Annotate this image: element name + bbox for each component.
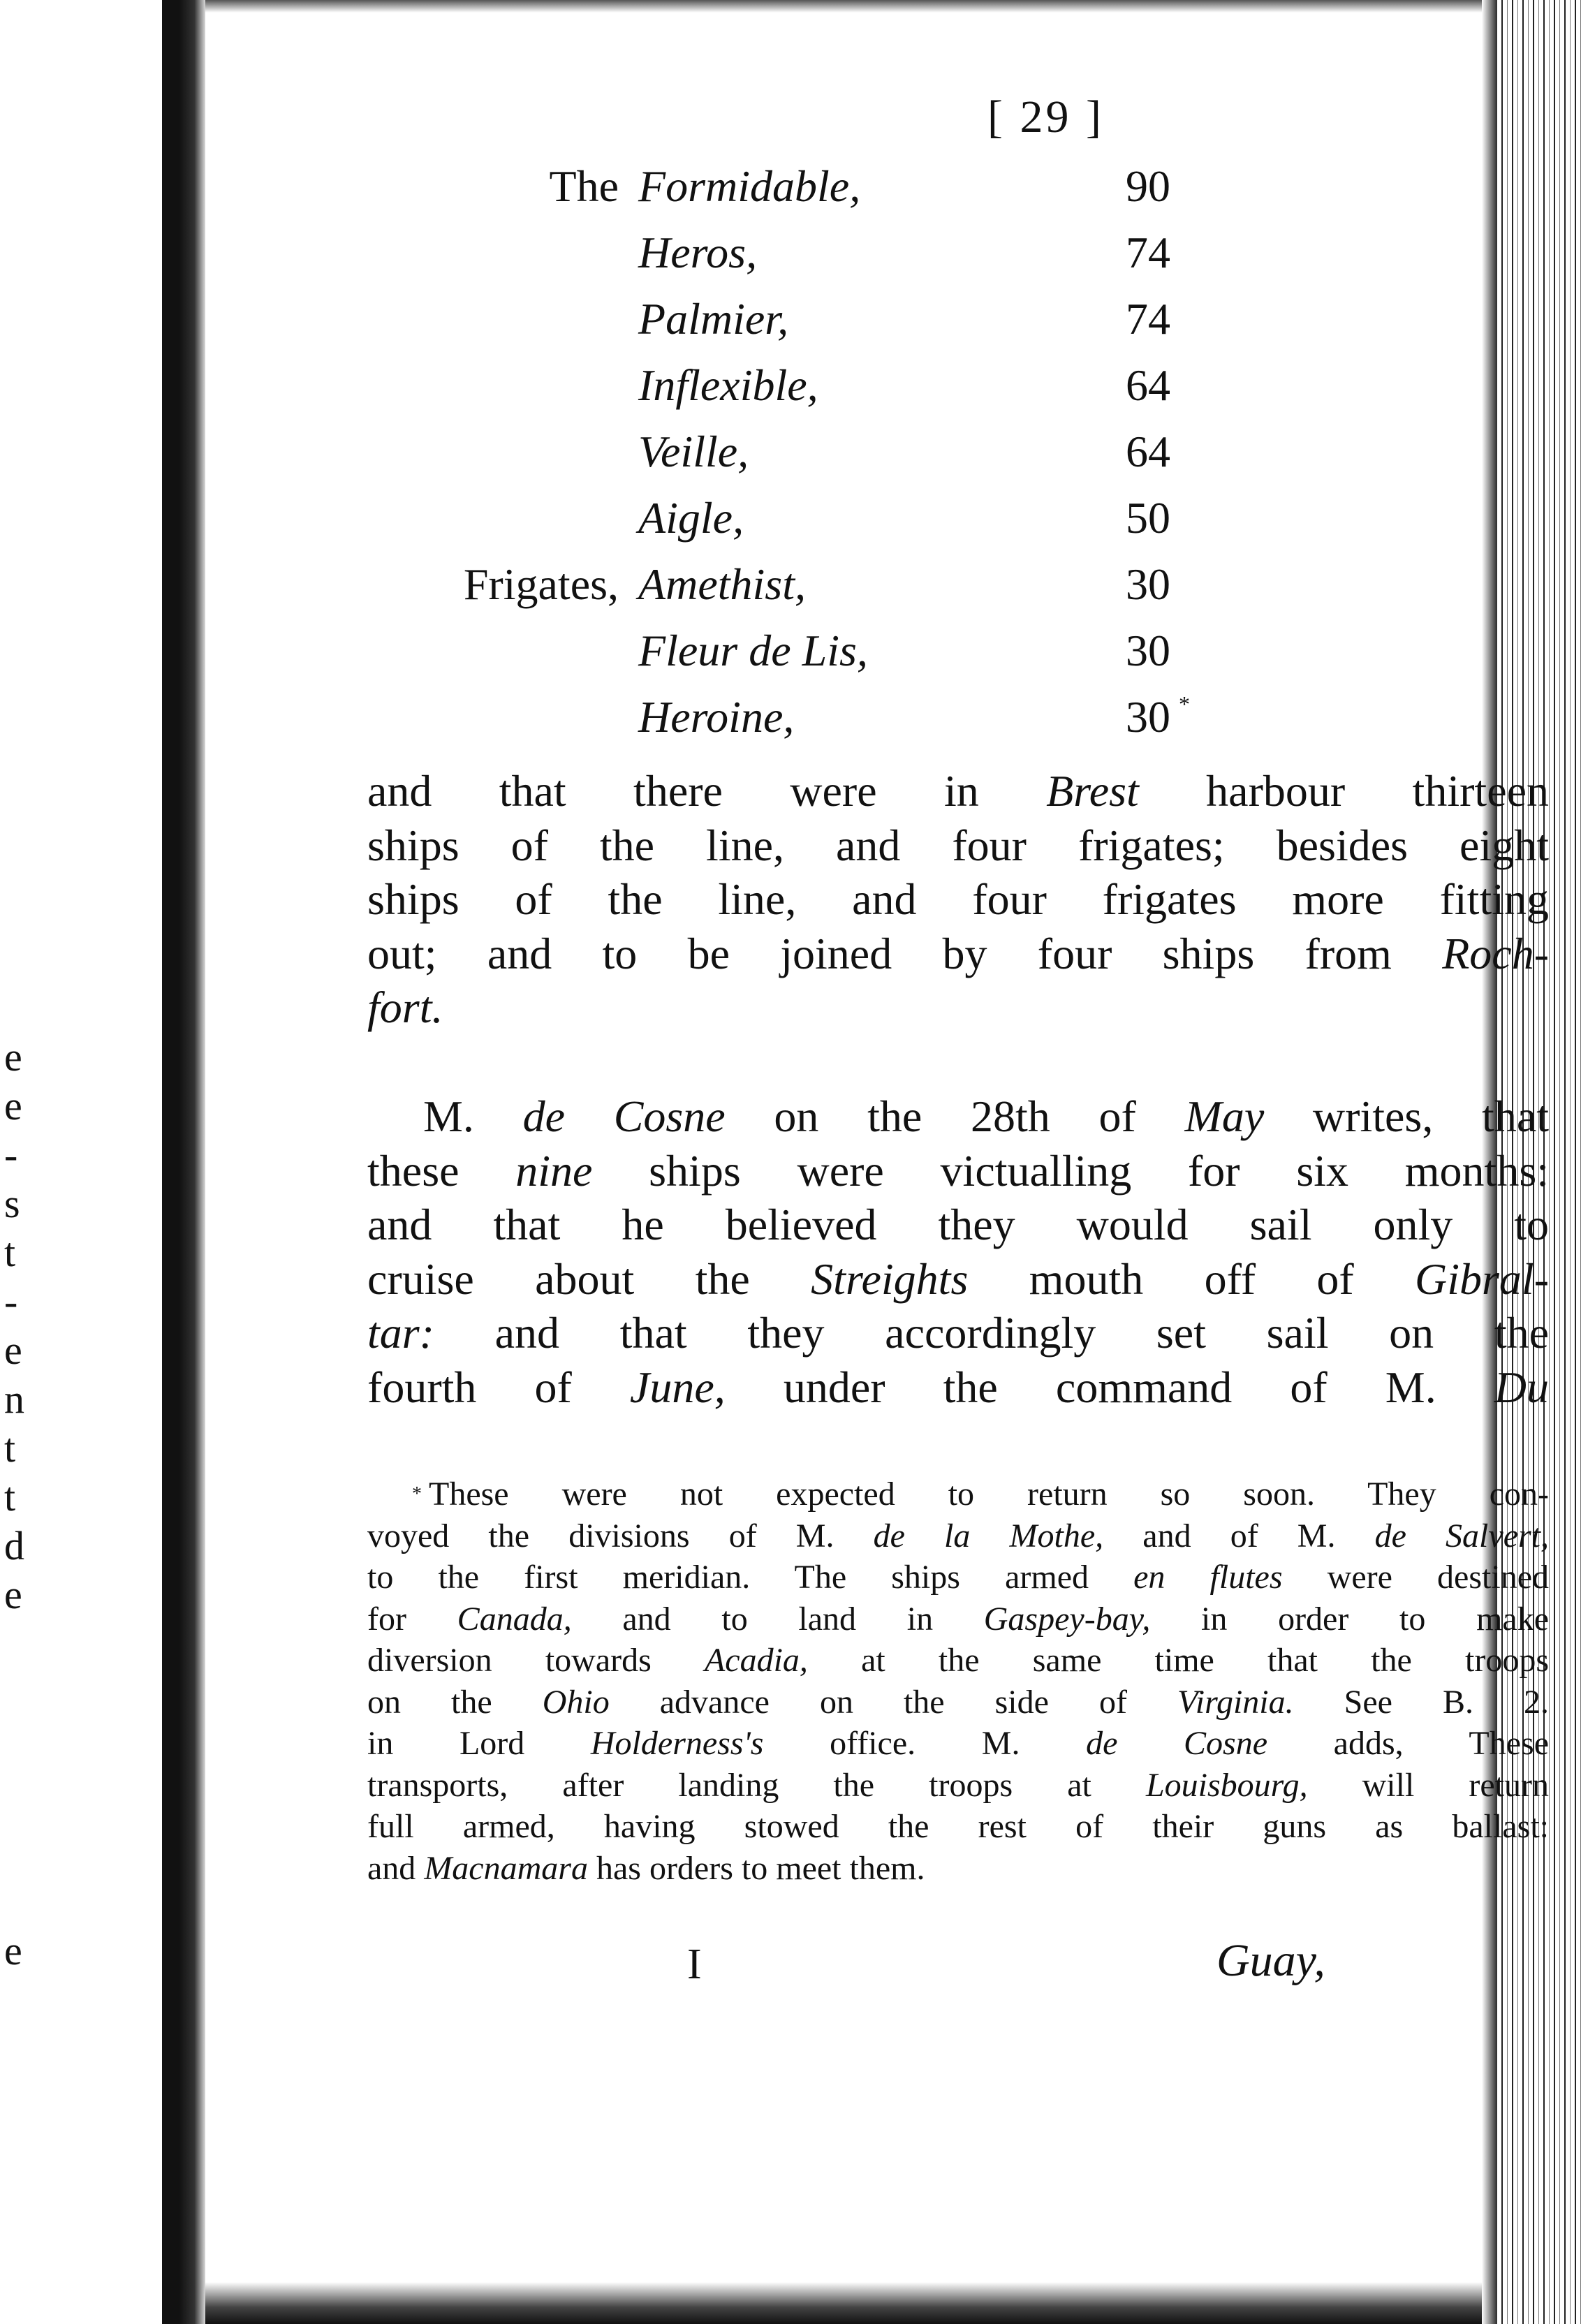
signature-mark: I [687,1941,702,1988]
ship-row [205,492,1482,555]
footnote-line: and Macnamara has orders to meet them. [367,1849,925,1887]
footnote-line: voyed the divisions of M. de la Mothe, and of M. de Salvert, [367,1517,1550,1554]
footnote-line: for Canada, and to land in Gaspey-bay, in order to make [367,1600,1550,1638]
ship-label: Frigates, [463,559,619,609]
ship-name: Heros, [638,228,758,277]
footnote-line: full armed, having stowed the rest of their guns as ballast: [367,1808,1549,1845]
footnote-line: in Lord Holderness's office. M. de Cosne adds, These [367,1725,1550,1762]
ship-guns: 90 [1126,161,1170,211]
ship-row [205,161,1482,223]
ship-label: The [549,161,619,211]
footnote-line: transports, after landing the troops at Louisbourg, will return [367,1766,1549,1804]
ship-row [205,360,1482,422]
book-page [205,0,1550,2324]
ship-guns [1126,691,1190,743]
ship-guns: 64 [1126,360,1170,410]
ship-guns: 74 [1126,228,1170,277]
book-gutter [162,0,205,2324]
ship-row [205,426,1482,489]
catchword: Guay, [1216,1935,1325,1986]
ship-name: Heroine, [638,692,795,742]
footnote [367,1473,1549,1889]
paragraph-brest-harbour [367,764,1549,1035]
ship-name: Amethist, [638,559,806,609]
ship-row [205,691,1482,754]
footnote-line: on the Ohio advance on the side of Virginia. See B. 2. [367,1683,1550,1721]
paragraph-de-cosne [367,1089,1549,1414]
ship-name: Palmier, [638,294,789,344]
ship-name: Aigle, [638,493,744,543]
footnote-line: diversion towards Acadia, at the same time that the troops [367,1642,1550,1679]
text-line: M. de Cosne on the 28th of May writes, that [423,1091,1550,1141]
text-line: and that there were in Brest harbour thirteen [367,766,1550,816]
ship-name: Fleur de Lis, [638,626,868,675]
ship-name: Formidable, [638,161,861,211]
ship-row [205,293,1482,356]
text-line: ships of the line, and four frigates more fitting [367,874,1549,924]
ship-guns: 64 [1126,427,1170,476]
footnote-mark: * [412,1483,422,1505]
text-line: ships of the line, and four frigates; besides eight [367,820,1549,870]
text-line: tar: and that they accordingly set sail on the [367,1308,1549,1358]
ship-guns: 50 [1126,493,1170,543]
text-line: cruise about the Streights mouth off of Gibral- [367,1253,1550,1304]
ship-guns-value: 30 [1126,692,1170,742]
text-line: out; and to be joined by four ships from Roch- [367,928,1549,978]
ship-guns: 30 [1126,626,1170,675]
footnote-line: to the first meridian. The ships armed en flutes were destined [367,1559,1550,1596]
ship-guns: 74 [1126,294,1170,344]
text-line: fourth of June, under the command of M. Du [367,1362,1549,1412]
footnote-line: * These were not expected to return so soon. They con- [412,1476,1549,1513]
text-line: fort. [367,983,443,1032]
footnote-reference-mark: * [1179,691,1190,716]
text-line: these nine ships were victualling for six months: [367,1145,1550,1196]
ship-guns: 30 [1126,559,1170,609]
ship-row [205,559,1482,622]
text-line: and that he believed they would sail only to [367,1200,1549,1249]
ship-row [205,227,1482,290]
ship-row [205,625,1482,688]
facing-page: e e - s t - e n t t d e e [0,0,162,2324]
ship-name: Veille, [638,427,749,476]
ship-name: Inflexible, [638,360,818,410]
page-number: [ 29 ] [987,91,1104,142]
